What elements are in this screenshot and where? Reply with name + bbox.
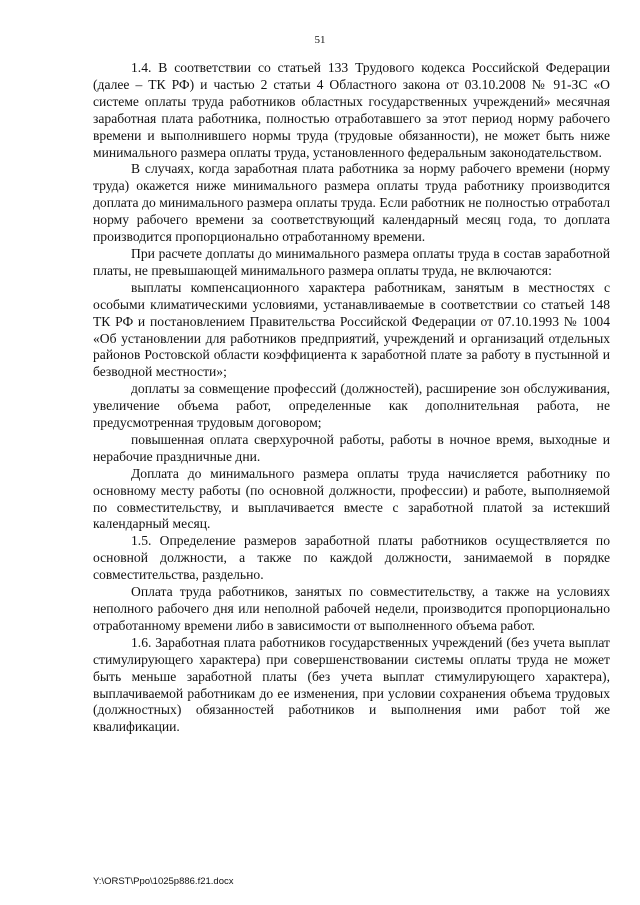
paragraph-1-6: 1.6. Заработная плата работников государственных учреждений (без учета выплат стимулирующего характера) при совершенствовании системы оплаты труда не может быть меньше заработной платы (без учета выплат стимулирующего характера), выплачиваемой работникам до ее изменения, при условии сохранения объема трудовых (должностных) обязанностей работников и выполнения ими работ той же квалификации. [93,634,610,735]
paragraph-1-5: 1.5. Определение размеров заработной платы работников осуществляется по основной должности, а также по каждой должности, занимаемой в порядке совместительства, раздельно. [93,533,610,583]
paragraph-exclusion-combining: доплаты за совмещение профессий (должностей), расширение зон обслуживания, увеличение объема работ, определенные как дополнительная работа, не предусмотренная трудовым договором; [93,381,610,431]
paragraph-exclusion-overtime: повышенная оплата сверхурочной работы, работы в ночное время, выходные и нерабочие праздничные дни. [93,431,610,464]
paragraph-supplement-accrual: Доплата до минимального размера оплаты труда начисляется работнику по основному месту работы (по основной должности, профессии) и работе, выполняемой по совместительству, и выплачивается вместе с заработной платой за истекший календарный месяц. [93,465,610,532]
page-number: 51 [314,34,326,46]
paragraph-1-4: 1.4. В соответствии со статьей 133 Трудового кодекса Российской Федерации (далее – ТК РФ) и частью 2 статьи 4 Областного закона от 03.10.2008 № 91-ЗС «О системе оплаты труда работников областных государственных учреждений» месячная заработная плата работника, полностью отработавшего за этот период норму рабочего времени и выполнившего нормы труда (трудовые обязанности), не может быть ниже минимального размера оплаты труда, установленного федеральным законодательством. [93,60,610,160]
document-body [93,60,610,736]
footer-file-path: Y:\ORST\Ppo\1025p886.f21.docx [93,876,234,887]
paragraph-min-wage-supplement: В случаях, когда заработная плата работника за норму рабочего времени (норму труда) окажется ниже минимального размера оплаты труда работнику производится доплата до минимального размера оплаты труда. Если работник не полностью отработал норму рабочего времени за соответствующий календарный месяц года, то доплата производится пропорционально отработанному времени. [93,161,610,245]
paragraph-part-time-pay: Оплата труда работников, занятых по совместительству, а также на условиях неполного рабочего дня или неполной рабочей недели, производится пропорционально отработанному времени либо в зависимости от выполненного объема работ. [93,584,610,633]
paragraph-exclusions-intro: При расчете доплаты до минимального размера оплаты труда в состав заработной платы, не превышающей минимального размера оплаты труда, не включаются: [93,245,610,278]
paragraph-exclusion-climate: выплаты компенсационного характера работникам, занятым в местностях с особыми климатическими условиями, устанавливаемые в соответствии со статьей 148 ТК РФ и постановлением Правительства Российской Федерации от 07.10.1993 № 1004 «Об установлении для работников предприятий, учреждений и организаций отдельных районов Ростовской области коэффициента к заработной плате за работу в пустынной и безводной местности»; [93,279,610,380]
